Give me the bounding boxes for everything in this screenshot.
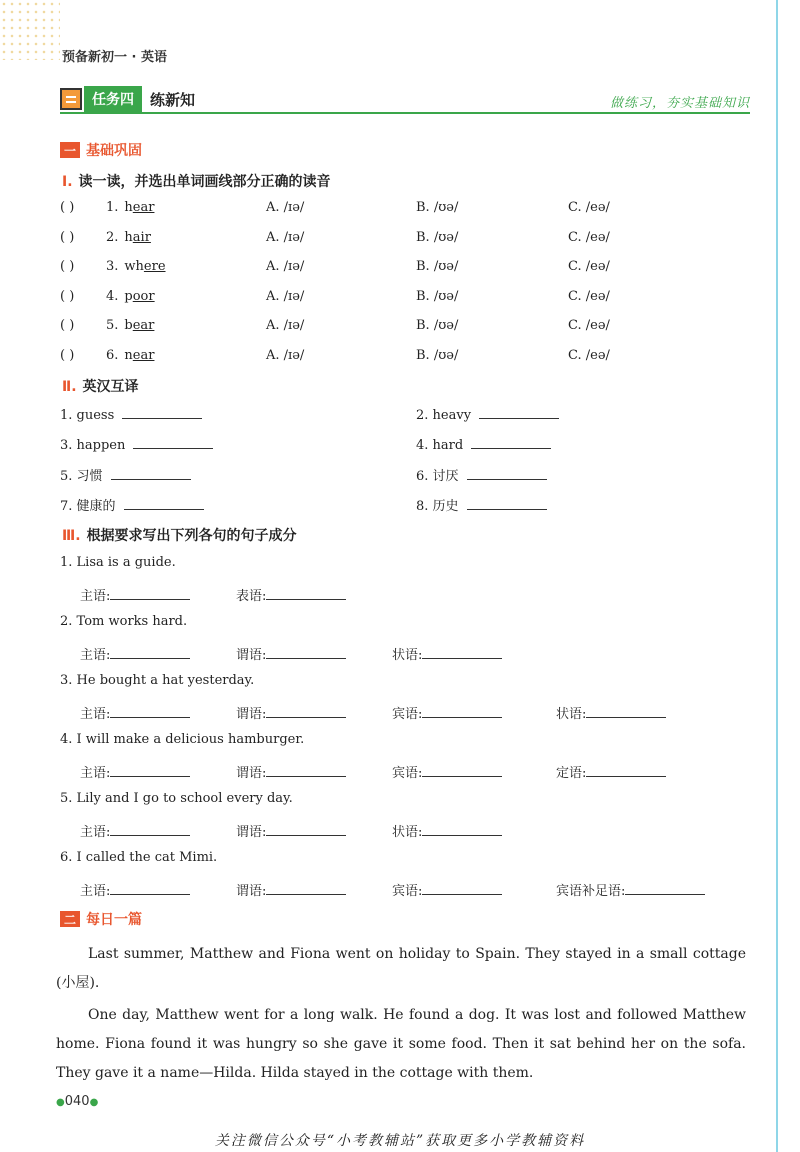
question-word <box>106 348 154 363</box>
sentence-component <box>556 762 666 781</box>
translation-term: 4. hard <box>416 437 464 453</box>
option-b: B. /ʊə/ <box>416 347 459 363</box>
option-c: C. /eə/ <box>568 200 610 215</box>
answer-blank <box>124 497 204 510</box>
answer-blank <box>467 497 547 510</box>
option-a: A. /ɪə/ <box>266 347 305 363</box>
answer-blank <box>266 646 346 659</box>
sentence-text: 4. I will make a delicious hamburger. <box>60 732 305 747</box>
notepad-icon <box>60 88 82 110</box>
sentence-component <box>556 880 705 899</box>
answer-blank <box>625 882 705 895</box>
translation-term: 6. 讨厌 <box>416 469 459 484</box>
option-a: A. /ɪə/ <box>266 318 305 333</box>
word-prefix: wh <box>124 259 144 274</box>
answer-bracket: ( ) <box>60 229 75 245</box>
task-divider <box>60 112 750 114</box>
answer-bracket: ( ) <box>60 288 75 304</box>
answer-blank <box>110 587 190 600</box>
task-title: 练新知 <box>150 90 196 109</box>
component-label: 宾语: <box>392 884 423 899</box>
dot-icon: ● <box>56 1097 65 1108</box>
sentence-component <box>236 644 346 663</box>
sentence-component <box>392 644 502 663</box>
component-label: 状语: <box>392 825 423 840</box>
question-number: 1. <box>106 200 119 215</box>
question-word <box>106 289 155 304</box>
answer-blank <box>266 587 346 600</box>
sentence-component <box>236 821 346 840</box>
section-badge: 二 <box>60 911 80 927</box>
component-label: 主语: <box>80 589 111 604</box>
component-label: 状语: <box>556 707 587 722</box>
option-c: C. /eə/ <box>568 288 610 304</box>
translation-item <box>60 406 202 423</box>
word-underlined-part: ear <box>132 200 155 215</box>
sentence-component <box>236 880 346 899</box>
part3-instruction: 根据要求写出下列各句的句子成分 <box>86 528 297 544</box>
answer-blank <box>110 646 190 659</box>
sentence-component <box>80 644 190 663</box>
part3-numeral: Ⅲ. <box>62 528 81 544</box>
answer-blank <box>422 823 502 836</box>
question-number: 5. <box>106 318 119 333</box>
sentence-text: 1. Lisa is a guide. <box>60 555 176 570</box>
answer-blank <box>110 705 190 718</box>
translation-item <box>60 495 204 514</box>
sentence-component <box>80 821 190 840</box>
sentence-component <box>556 703 666 722</box>
component-label: 谓语: <box>236 648 267 663</box>
answer-blank <box>422 705 502 718</box>
question-word <box>106 259 166 274</box>
word-underlined-part: oor <box>132 288 155 304</box>
translation-term: 3. happen <box>60 437 126 453</box>
translation-term: 5. 习惯 <box>60 469 103 484</box>
option-b: B. /ʊə/ <box>416 259 459 274</box>
option-a: A. /ɪə/ <box>266 259 305 274</box>
footer-note: 关注微信公众号“小考教辅站”获取更多小学教辅资料 <box>214 1133 586 1149</box>
component-label: 谓语: <box>236 825 267 840</box>
sentence-text: 2. Tom works hard. <box>60 614 188 629</box>
sentence-component <box>80 880 190 899</box>
section-heading-daily-reading <box>60 909 142 929</box>
translation-item <box>416 465 547 484</box>
reading-paragraph-1 <box>56 940 746 998</box>
component-label: 主语: <box>80 648 111 663</box>
answer-blank <box>110 823 190 836</box>
answer-bracket: ( ) <box>60 259 75 274</box>
answer-blank <box>471 436 551 449</box>
option-b: B. /ʊə/ <box>416 200 459 215</box>
answer-bracket: ( ) <box>60 200 75 215</box>
answer-blank <box>110 764 190 777</box>
option-b: B. /ʊə/ <box>416 288 459 304</box>
sentence-text: 5. Lily and I go to school every day. <box>60 791 293 806</box>
translation-term: 8. 历史 <box>416 498 459 514</box>
component-label: 定语: <box>556 766 587 781</box>
option-a: A. /ɪə/ <box>266 200 305 215</box>
part2-numeral: Ⅱ. <box>62 379 77 395</box>
translation-term: 1. guess <box>60 408 115 423</box>
right-margin-rule <box>776 0 778 1152</box>
component-label: 主语: <box>80 825 111 840</box>
word-prefix: h <box>124 229 133 245</box>
sentence-component <box>392 880 502 899</box>
sentence-component <box>392 821 502 840</box>
question-number: 6. <box>106 347 119 363</box>
section-badge: 一 <box>60 142 80 158</box>
word-prefix: n <box>124 347 133 363</box>
translation-item <box>416 436 551 453</box>
component-label: 宾语: <box>392 707 423 722</box>
book-title: 预备新初一 · 英语 <box>62 50 167 65</box>
answer-blank <box>479 406 559 419</box>
sentence-component <box>236 585 346 604</box>
translation-item <box>60 436 213 453</box>
word-underlined-part: ear <box>132 347 155 363</box>
option-b: B. /ʊə/ <box>416 229 459 245</box>
sentence-text: 6. I called the cat Mimi. <box>60 850 218 865</box>
option-c: C. /eə/ <box>568 229 610 245</box>
page-number-text: 040 <box>64 1094 90 1109</box>
part2-instruction: 英汉互译 <box>82 379 139 395</box>
component-label: 宾语补足语: <box>556 884 626 899</box>
component-label: 宾语: <box>392 766 423 781</box>
sentence-component <box>392 762 502 781</box>
answer-blank <box>266 764 346 777</box>
answer-blank <box>422 764 502 777</box>
question-word <box>106 230 151 245</box>
component-label: 谓语: <box>236 884 267 899</box>
answer-blank <box>111 467 191 480</box>
question-number: 3. <box>106 259 119 274</box>
reading-paragraph-2 <box>56 1001 746 1088</box>
dot-icon: ● <box>89 1097 99 1108</box>
task-slogan: 做练习，夯实基础知识 <box>609 96 750 111</box>
translation-item <box>60 465 191 484</box>
answer-blank <box>266 823 346 836</box>
word-prefix: p <box>124 288 133 304</box>
answer-blank <box>133 436 213 449</box>
question-word <box>106 318 154 333</box>
option-c: C. /eə/ <box>568 318 610 333</box>
reading-p1-text: Last summer, Matthew and Fiona went on holiday to Spain. They stayed in a small cottage (小屋). <box>56 946 746 991</box>
section-title: 基础巩固 <box>86 143 142 159</box>
answer-blank <box>110 882 190 895</box>
sentence-component <box>392 703 502 722</box>
answer-blank <box>422 882 502 895</box>
word-underlined-part: ear <box>132 318 155 333</box>
question-word <box>106 200 154 215</box>
component-label: 谓语: <box>236 766 267 781</box>
task-banner <box>60 86 195 112</box>
sentence-component <box>80 762 190 781</box>
question-number: 4. <box>106 288 119 304</box>
answer-blank <box>586 764 666 777</box>
sentence-text: 3. He bought a hat yesterday. <box>60 673 255 688</box>
answer-bracket: ( ) <box>60 318 75 333</box>
component-label: 主语: <box>80 707 111 722</box>
word-prefix: h <box>124 200 133 215</box>
part3-heading <box>62 525 297 545</box>
section-heading-basics <box>60 140 142 160</box>
option-b: B. /ʊə/ <box>416 318 459 333</box>
answer-blank <box>266 705 346 718</box>
question-number: 2. <box>106 229 119 245</box>
part1-numeral: Ⅰ. <box>62 174 73 190</box>
component-label: 主语: <box>80 766 111 781</box>
word-prefix: b <box>124 318 133 333</box>
part1-heading <box>62 171 331 191</box>
answer-blank <box>422 646 502 659</box>
corner-dot-pattern <box>0 0 60 60</box>
sentence-component <box>80 585 190 604</box>
option-a: A. /ɪə/ <box>266 229 305 245</box>
answer-blank <box>586 705 666 718</box>
translation-item <box>416 406 559 423</box>
sentence-component <box>80 703 190 722</box>
word-underlined-part: ere <box>143 259 166 274</box>
translation-term: 7. 健康的 <box>60 498 116 514</box>
task-tag: 任务四 <box>84 86 142 112</box>
sentence-component <box>236 762 346 781</box>
component-label: 状语: <box>392 648 423 663</box>
answer-blank <box>122 406 202 419</box>
part2-heading <box>62 376 139 396</box>
component-label: 谓语: <box>236 707 267 722</box>
option-a: A. /ɪə/ <box>266 288 305 304</box>
word-underlined-part: air <box>132 229 151 245</box>
translation-item <box>416 495 547 514</box>
section-title: 每日一篇 <box>86 912 142 928</box>
answer-blank <box>266 882 346 895</box>
answer-bracket: ( ) <box>60 347 75 363</box>
component-label: 表语: <box>236 589 267 604</box>
option-c: C. /eə/ <box>568 259 610 274</box>
sentence-component <box>236 703 346 722</box>
component-label: 主语: <box>80 884 111 899</box>
page-number <box>56 1094 98 1109</box>
part1-instruction: 读一读，并选出单词画线部分正确的读音 <box>78 174 331 190</box>
translation-term: 2. heavy <box>416 408 472 423</box>
answer-blank <box>467 467 547 480</box>
reading-p2-text: One day, Matthew went for a long walk. He found a dog. It was lost and followed Matthew home. Fiona found it was hungry so she gave it some food. Then it sat behind her on the sofa. They gave it a name—Hilda. Hilda stayed in the cottage with them. <box>56 1007 746 1081</box>
option-c: C. /eə/ <box>568 347 610 363</box>
